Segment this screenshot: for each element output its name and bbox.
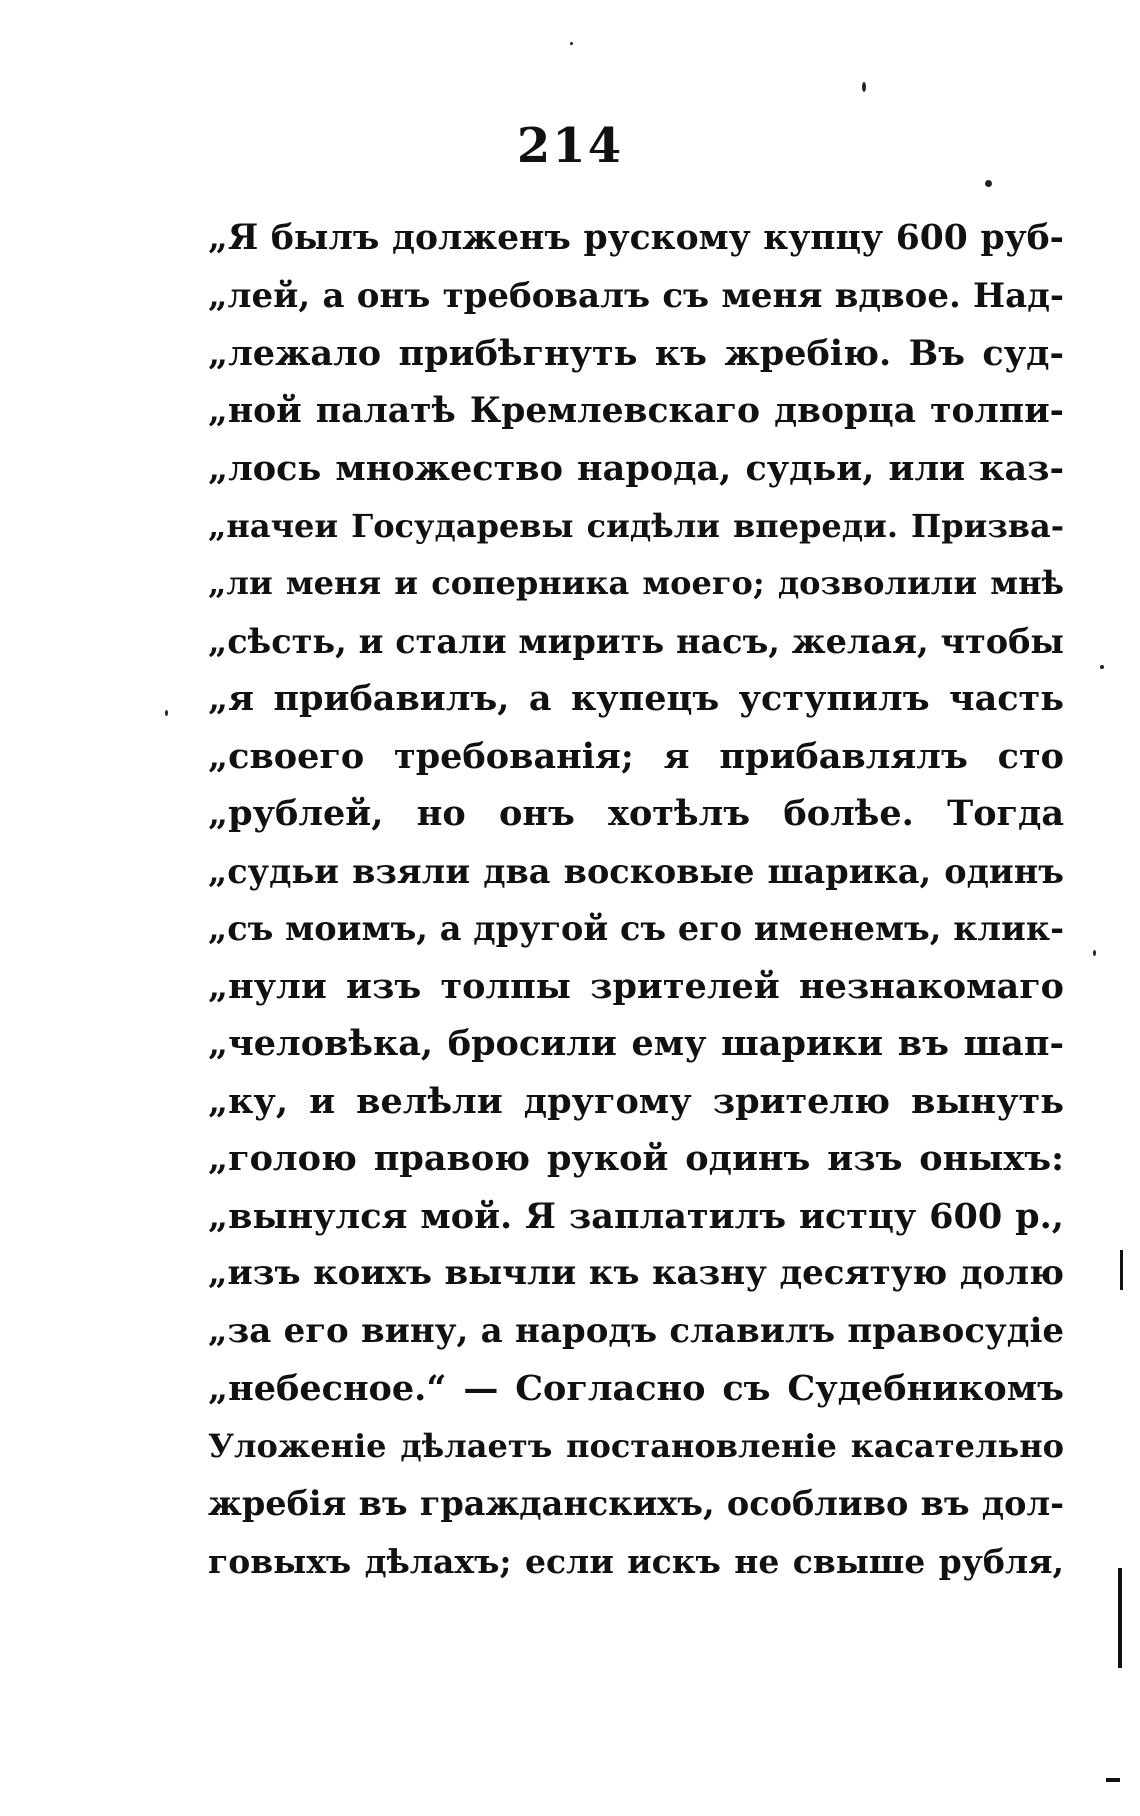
text-line: „съ моимъ, а другой съ его именемъ, клик-	[208, 909, 1064, 948]
text-line: „небесное.“ — Согласно съ Судебникомъ	[208, 1368, 1064, 1409]
text-line: „своего требованія; я прибавлялъ сто	[208, 735, 1064, 777]
scan-speck	[165, 710, 168, 716]
scan-speck	[1100, 665, 1104, 669]
text-line: „нули изъ толпы зрителей незнакомаго	[208, 965, 1064, 1007]
text-line: „ли меня и соперника моего; дозволили мнѣ	[208, 564, 1064, 602]
text-line: „голою правою рукой одинъ изъ оныхъ:	[208, 1138, 1064, 1179]
text-line: „лежало прибѣгнуть къ жребію. Въ суд-	[208, 333, 1064, 374]
scan-speck	[570, 42, 573, 45]
scan-edge-mark	[1118, 1568, 1122, 1668]
text-line: говыхъ дѣлахъ; если искъ не свыше рубля,	[208, 1541, 1064, 1581]
scan-speck	[862, 82, 866, 92]
text-line: „я прибавилъ, а купецъ уступилъ часть	[208, 678, 1064, 719]
scan-speck	[985, 180, 992, 187]
text-line: „вынулся мой. Я заплатилъ истцу 600 р.,	[208, 1195, 1064, 1237]
scan-speck	[1093, 950, 1096, 956]
text-line: „за его вину, а народъ славилъ правосудіе	[208, 1310, 1064, 1351]
text-line: „судьи взяли два восковые шарика, одинъ	[208, 851, 1064, 891]
text-line: „лей, а онъ требовалъ съ меня вдвое. Над-	[208, 275, 1064, 316]
text-line: „рублей, но онъ хотѣлъ болѣе. Тогда	[208, 793, 1064, 834]
scan-edge-mark	[1106, 1778, 1120, 1782]
body-text	[208, 210, 1064, 1590]
text-line: „человѣка, бросили ему шарики въ шап-	[208, 1023, 1064, 1064]
text-line: „Я былъ долженъ рускому купцу 600 руб-	[208, 218, 1064, 258]
text-line: жребія въ гражданскихъ, особливо въ дол-	[208, 1484, 1064, 1523]
text-line: Уложеніе дѣлаетъ постановленіе касательно	[208, 1426, 1064, 1465]
text-line: „начеи Государевы сидѣли впереди. Призва-	[208, 506, 1064, 545]
text-line: „ку, и велѣли другому зрителю вынуть	[208, 1080, 1064, 1122]
text-line: „изъ коихъ вычли къ казну десятую долю	[208, 1253, 1064, 1293]
text-line: „ной палатѣ Кремлевскаго дворца толпи-	[208, 390, 1064, 431]
text-line: „сѣсть, и стали мирить насъ, желая, чтобы	[208, 621, 1064, 661]
scan-edge-mark	[1120, 1250, 1123, 1290]
page-number: 214	[516, 118, 624, 174]
text-line: „лось множество народа, судьи, или каз-	[208, 448, 1064, 489]
